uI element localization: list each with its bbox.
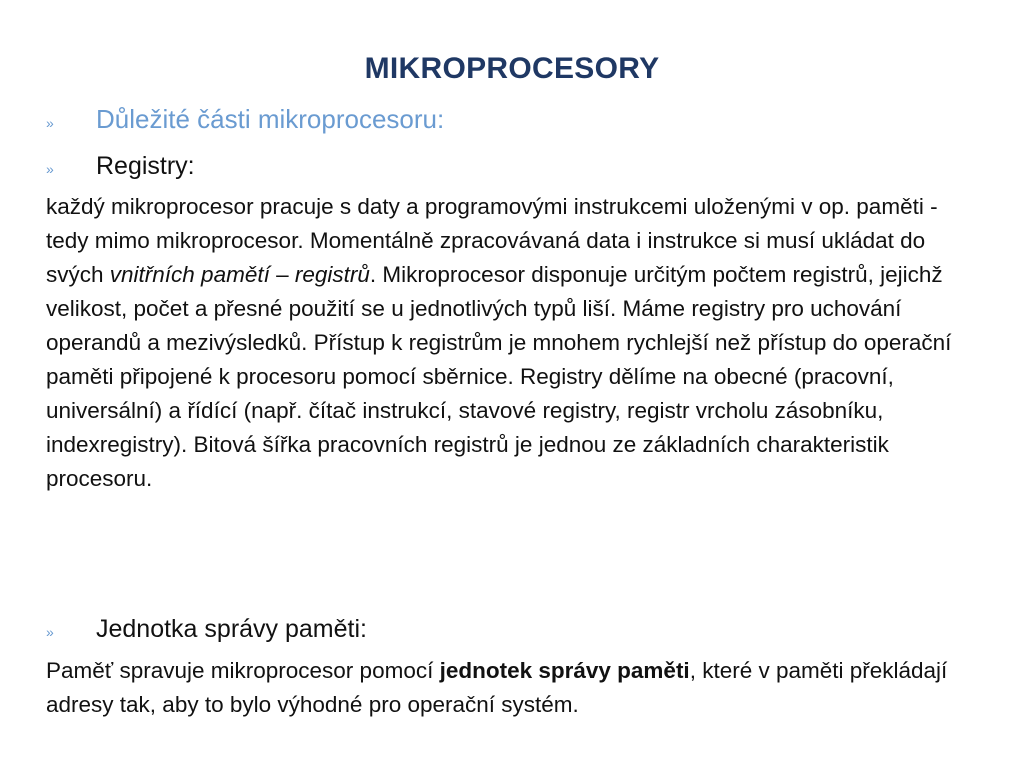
bullet-label-mmu: Jednotka správy paměti: <box>96 615 367 643</box>
bullet-registers <box>46 152 986 181</box>
registers-italic-registers: registrů <box>294 262 370 287</box>
registers-text-1: každý mikroprocesor pracuje s daty a programovými instrukcemi uloženými v op. paměti - tedy mimo mikroprocesor. Momentálně zpracovávaná data i instrukce si musí ukládat do svých <box>46 194 938 287</box>
mmu-text-2: , které v paměti překládají adresy tak, aby to bylo výhodné pro operační systém. <box>46 658 948 717</box>
bullet-marker-icon: » <box>46 624 54 640</box>
bullet-marker-icon: » <box>46 161 54 177</box>
bullet-label-registers: Registry: <box>96 152 195 180</box>
slide-title: MIKROPROCESORY <box>364 52 660 85</box>
registers-text-2: . Mikroprocesor disponuje určitým počtem registrů, jejichž velikost, počet a přesné použití se u jednotlivých typů liší. Máme registry pro uchování operandů a mezivýsledků. Přístup k registrům je mnohem rychlejší než přístup do operační paměti připojené k procesoru pomocí sběrnice. Registry dělíme na obecné (pracovní, universální) a řídící (např. čítač instrukcí, stavové registry, registr vrcholu zásobníku, indexregistry). Bitová šířka pracovních registrů je jednou ze základních charakteristik procesoru. <box>46 262 952 491</box>
bullet-important-parts <box>46 104 986 135</box>
mmu-bold-term: jednotek správy paměti <box>439 658 690 683</box>
bullet-marker-icon: » <box>46 115 54 131</box>
mmu-text-1: Paměť spravuje mikroprocesor pomocí <box>46 658 440 683</box>
registers-text-dash: – <box>269 262 295 287</box>
mmu-paragraph <box>46 654 986 722</box>
bullet-label-important-parts: Důležité části mikroprocesoru: <box>96 104 445 134</box>
registers-paragraph <box>46 190 986 496</box>
registers-italic-internal-memories: vnitřních pamětí <box>109 262 270 287</box>
bullet-mmu <box>46 615 986 644</box>
